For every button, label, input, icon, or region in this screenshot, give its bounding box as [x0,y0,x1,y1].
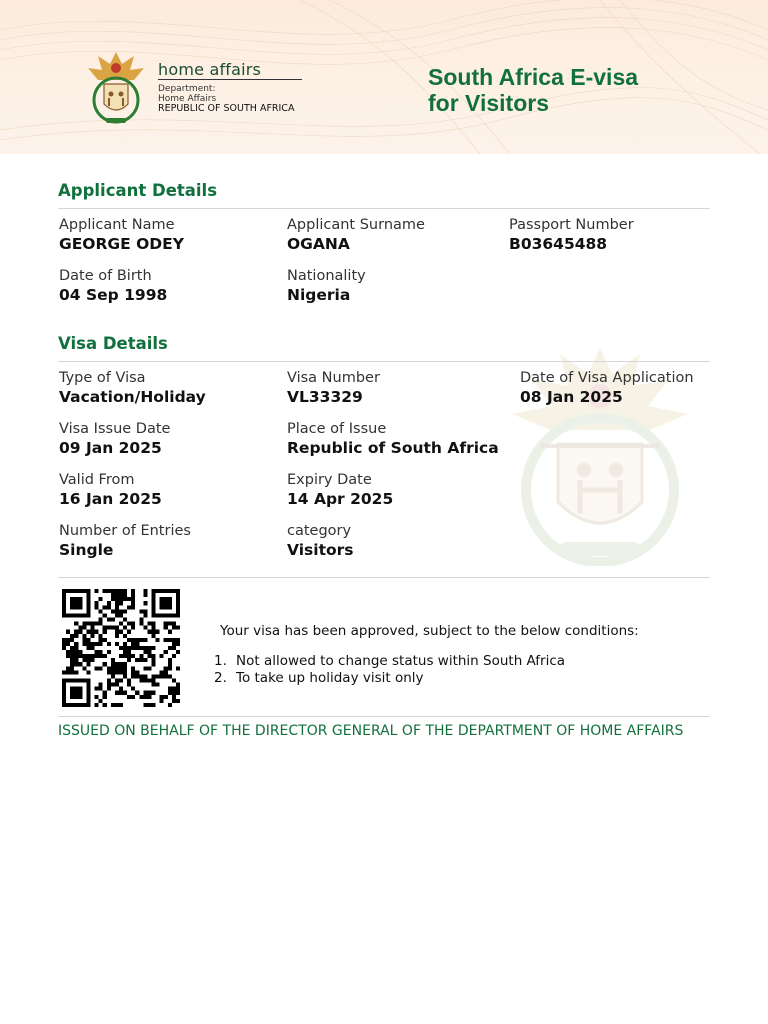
valid-from-field [59,471,162,509]
condition-number: 1. [214,653,227,669]
conditions-list [214,653,565,687]
visa-number-field [287,369,380,407]
number-of-entries-label: Number of Entries [59,523,191,539]
condition-text: Not allowed to change status within South Africa [236,653,566,669]
applicant-section-title: Applicant Details [58,181,218,200]
applicant-surname-field [287,216,425,254]
visa-type-value: Vacation/Holiday [59,388,206,406]
category-label: category [287,523,352,539]
condition-text: To take up holiday visit only [236,670,424,686]
qr-code-icon [58,589,184,707]
expiry-date-label: Expiry Date [287,472,372,488]
date-of-birth-label: Date of Birth [59,268,152,284]
category-value: Visitors [287,541,354,559]
approval-message: Your visa has been approved, subject to the below conditions: [220,623,639,639]
application-date-field [520,369,694,407]
valid-from-value: 16 Jan 2025 [59,490,162,508]
brand-divider [158,79,302,80]
nationality-value: Nigeria [287,286,351,304]
brand-name: home affairs [158,60,262,79]
application-date-label: Date of Visa Application [520,370,694,386]
condition-item [214,653,565,670]
passport-number-label: Passport Number [509,217,634,233]
issued-on-behalf-text: ISSUED ON BEHALF OF THE DIRECTOR GENERAL OF THE DEPARTMENT OF HOME AFFAIRS [58,723,684,739]
applicant-surname-label: Applicant Surname [287,217,425,233]
visa-section-title: Visa Details [58,334,168,353]
expiry-date-field [287,471,393,509]
document-header [0,0,768,154]
footer-divider [58,716,710,717]
department-label: Department: [158,84,216,94]
applicant-name-value: GEORGE ODEY [59,235,184,253]
condition-item [214,670,565,687]
issue-date-label: Visa Issue Date [59,421,171,437]
date-of-birth-field [59,267,167,305]
visa-number-label: Visa Number [287,370,380,386]
expiry-date-value: 14 Apr 2025 [287,490,394,508]
passport-number-field [509,216,634,254]
issue-date-field [59,420,170,458]
passport-number-value: B03645488 [509,235,608,253]
place-of-issue-label: Place of Issue [287,421,387,437]
application-date-value: 08 Jan 2025 [520,388,623,406]
place-of-issue-field [287,420,499,458]
applicant-divider [58,208,710,209]
visa-divider [58,361,710,362]
issue-date-value: 09 Jan 2025 [59,439,162,457]
country-name: REPUBLIC OF SOUTH AFRICA [158,103,295,114]
applicant-name-field [59,216,184,254]
visa-number-value: VL33329 [287,388,363,406]
place-of-issue-value: Republic of South Africa [287,439,499,457]
document-title: South Africa E-visa for Visitors [428,64,639,116]
visa-type-field [59,369,206,407]
condition-number: 2. [214,670,227,686]
visa-type-label: Type of Visa [59,370,146,386]
valid-from-label: Valid From [59,472,135,488]
number-of-entries-value: Single [59,541,114,559]
nationality-label: Nationality [287,268,366,284]
category-field [287,522,354,560]
applicant-name-label: Applicant Name [59,217,175,233]
date-of-birth-value: 04 Sep 1998 [59,286,168,304]
number-of-entries-field [59,522,191,560]
department-text [158,84,294,114]
qr-section-divider [58,577,710,578]
nationality-field [287,267,366,305]
applicant-surname-value: OGANA [287,235,350,253]
department-name: Home Affairs [158,94,217,104]
coat-of-arms-icon [84,50,148,126]
